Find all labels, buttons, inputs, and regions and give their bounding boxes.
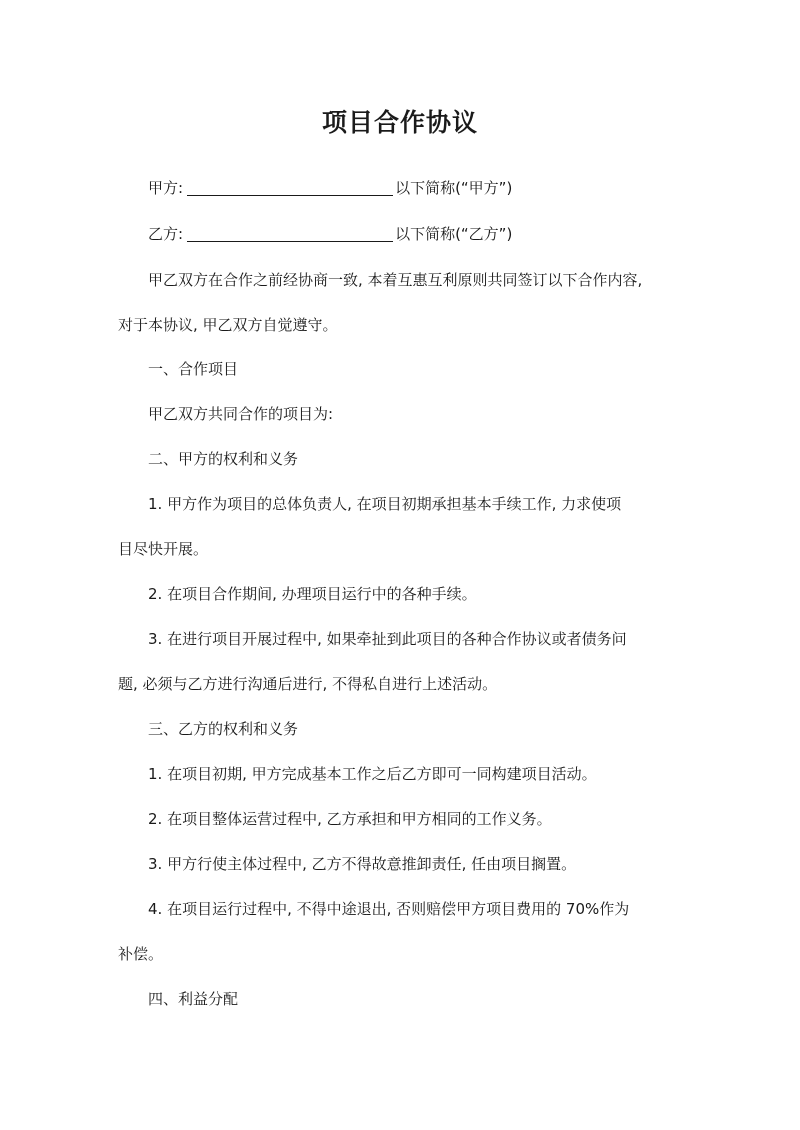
party-a-line xyxy=(148,178,512,198)
section-2-item-2: 2. 在项目合作期间, 办理项目运行中的各种手续。 xyxy=(148,585,477,603)
section-3-item-4-line-1: 4. 在项目运行过程中, 不得中途退出, 否则赔偿甲方项目费用的 70%作为 xyxy=(148,900,630,918)
section-1-text: 甲乙双方共同合作的项目为: xyxy=(148,405,334,423)
section-2-item-3-line-1: 3. 在进行项目开展过程中, 如果牵扯到此项目的各种合作协议或者债务问 xyxy=(148,630,627,648)
section-3-item-2: 2. 在项目整体运营过程中, 乙方承担和甲方相同的工作义务。 xyxy=(148,810,552,828)
party-b-suffix: 以下简称(“乙方”) xyxy=(395,225,513,243)
section-3-heading: 三、乙方的权利和义务 xyxy=(148,720,299,738)
document-title: 项目合作协议 xyxy=(321,108,478,137)
section-3-item-3: 3. 甲方行使主体过程中, 乙方不得故意推卸责任, 任由项目搁置。 xyxy=(148,855,577,873)
intro-paragraph-line-2: 对于本协议, 甲乙双方自觉遵守。 xyxy=(118,316,338,334)
section-2-heading: 二、甲方的权利和义务 xyxy=(148,450,299,468)
intro-paragraph-line-1: 甲乙双方在合作之前经协商一致, 本着互惠互利原则共同签订以下合作内容, xyxy=(148,271,643,289)
party-b-blank-field[interactable] xyxy=(187,224,393,242)
section-2-item-1-line-1: 1. 甲方作为项目的总体负责人, 在项目初期承担基本手续工作, 力求使项 xyxy=(148,495,622,513)
party-b-label: 乙方: xyxy=(148,225,184,243)
party-a-label: 甲方: xyxy=(148,179,184,197)
section-3-item-4-line-2: 补偿。 xyxy=(118,945,164,963)
party-a-suffix: 以下简称(“甲方”) xyxy=(395,179,513,197)
section-2-item-3-line-2: 题, 必须与乙方进行沟通后进行, 不得私自进行上述活动。 xyxy=(118,675,498,693)
section-4-heading: 四、利益分配 xyxy=(148,990,239,1008)
section-3-item-1: 1. 在项目初期, 甲方完成基本工作之后乙方即可一同构建项目活动。 xyxy=(148,765,597,783)
party-a-blank-field[interactable] xyxy=(187,178,393,196)
section-1-heading: 一、合作项目 xyxy=(148,360,239,378)
section-2-item-1-line-2: 目尽快开展。 xyxy=(118,540,209,558)
party-b-line xyxy=(148,224,512,244)
